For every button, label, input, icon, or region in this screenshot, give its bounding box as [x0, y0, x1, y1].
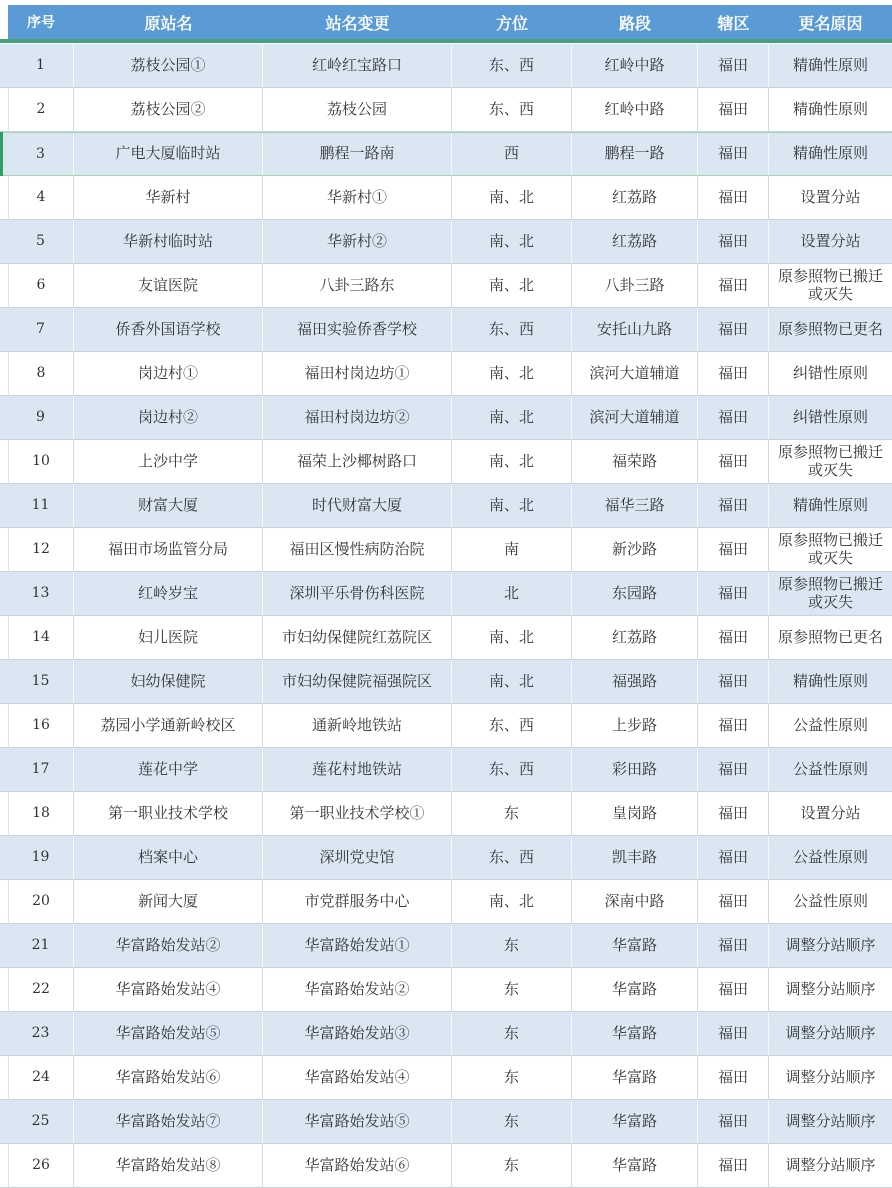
- cell-district: 福田: [698, 748, 769, 791]
- row-left-bleed: [0, 1100, 8, 1143]
- cell-reason: 设置分站: [800, 231, 861, 250]
- cell-road: 华富路: [572, 1012, 698, 1055]
- cell-no: 21: [8, 924, 74, 967]
- table-row: [0, 572, 892, 616]
- cell-original-name: 莲花中学: [74, 748, 263, 791]
- cell-road: 华富路: [572, 968, 698, 1011]
- cell-original-name: 友谊医院: [74, 264, 263, 307]
- cell-district: 福田: [698, 704, 769, 747]
- cell-no: 4: [8, 176, 74, 219]
- cell-district: 福田: [698, 1056, 769, 1099]
- cell-reason: 原参照物已搬迁或灭失: [777, 575, 883, 611]
- cell-no: 16: [8, 704, 74, 747]
- row-left-bleed: [0, 352, 8, 395]
- row-left-bleed: [0, 528, 8, 571]
- cell-reason: 精确性原则: [792, 144, 868, 163]
- cell-district: 福田: [698, 836, 769, 879]
- cell-direction: 东、西: [452, 44, 572, 87]
- cell-original-name: 侨香外国语学校: [74, 308, 263, 351]
- cell-district: 福田: [698, 924, 769, 967]
- cell-no: 23: [8, 1012, 74, 1055]
- cell-district: 福田: [698, 880, 769, 923]
- row-left-bleed: [0, 924, 8, 967]
- cell-direction: 南、北: [452, 616, 572, 659]
- cell-road: 鹏程一路: [572, 133, 698, 175]
- table-row: [0, 1100, 892, 1144]
- header-cell-direction: 方位: [495, 13, 528, 33]
- cell-district: 福田: [698, 352, 769, 395]
- cell-reason: 公益性原则: [792, 847, 868, 866]
- cell-direction: 东: [452, 924, 572, 967]
- header-cell-renamed: 站名变更: [325, 13, 390, 33]
- cell-new-name: 福田村岗边坊①: [263, 352, 452, 395]
- cell-reason: 精确性原则: [792, 671, 868, 690]
- cell-new-name: 福荣上沙椰树路口: [263, 440, 452, 483]
- cell-reason: 原参照物已搬迁或灭失: [777, 267, 883, 303]
- cell-direction: 北: [452, 572, 572, 615]
- cell-district: 福田: [698, 792, 769, 835]
- table-row: [0, 220, 892, 264]
- cell-original-name: 华新村临时站: [74, 220, 263, 263]
- table-row: [0, 616, 892, 660]
- row-left-bleed: [0, 1056, 8, 1099]
- cell-original-name: 妇幼保健院: [74, 660, 263, 703]
- cell-road: 华富路: [572, 924, 698, 967]
- table-row: [0, 44, 892, 88]
- cell-direction: 南、北: [452, 440, 572, 483]
- cell-new-name: 华富路始发站⑥: [263, 1144, 452, 1187]
- table-row: [0, 440, 892, 484]
- row-left-bleed: [0, 616, 8, 659]
- cell-no: 18: [8, 792, 74, 835]
- cell-reason: 调整分站顺序: [785, 935, 876, 954]
- cell-no: 13: [8, 572, 74, 615]
- cell-no: 5: [8, 220, 74, 263]
- cell-direction: 东、西: [452, 88, 572, 131]
- cell-original-name: 荔枝公园②: [74, 88, 263, 131]
- cell-reason: 调整分站顺序: [785, 1023, 876, 1042]
- cell-new-name: 福田实验侨香学校: [263, 308, 452, 351]
- cell-district: 福田: [698, 572, 769, 615]
- table-row: [0, 880, 892, 924]
- cell-no: 3: [8, 133, 74, 175]
- cell-new-name: 荔枝公园: [263, 88, 452, 131]
- cell-direction: 南、北: [452, 660, 572, 703]
- cell-original-name: 华富路始发站⑤: [74, 1012, 263, 1055]
- cell-direction: 东、西: [452, 836, 572, 879]
- row-left-bleed: [0, 220, 8, 263]
- table-row: [0, 308, 892, 352]
- row-left-bleed: [0, 704, 8, 747]
- header-cell-district: 辖区: [717, 13, 750, 33]
- table-header-row: [0, 5, 892, 39]
- cell-original-name: 华新村: [74, 176, 263, 219]
- table-row: [0, 396, 892, 440]
- cell-district: 福田: [698, 484, 769, 527]
- cell-no: 24: [8, 1056, 74, 1099]
- cell-direction: 南、北: [452, 264, 572, 307]
- cell-original-name: 广电大厦临时站: [74, 133, 263, 175]
- cell-original-name: 岗边村①: [74, 352, 263, 395]
- cell-district: 福田: [698, 616, 769, 659]
- cell-no: 2: [8, 88, 74, 131]
- cell-road: 上步路: [572, 704, 698, 747]
- cell-new-name: 时代财富大厦: [263, 484, 452, 527]
- cell-district: 福田: [698, 1144, 769, 1187]
- cell-new-name: 市妇幼保健院红荔院区: [263, 616, 452, 659]
- cell-direction: 东: [452, 1056, 572, 1099]
- cell-road: 安托山九路: [572, 308, 698, 351]
- cell-road: 华富路: [572, 1056, 698, 1099]
- row-left-bleed: [0, 836, 8, 879]
- cell-reason: 调整分站顺序: [785, 1067, 876, 1086]
- row-left-bleed: [0, 484, 8, 527]
- cell-original-name: 上沙中学: [74, 440, 263, 483]
- table-row: [0, 1012, 892, 1056]
- row-left-bleed: [0, 44, 8, 87]
- cell-no: 9: [8, 396, 74, 439]
- table-row: [0, 352, 892, 396]
- cell-reason: 原参照物已更名: [777, 319, 883, 338]
- table-row: [0, 704, 892, 748]
- cell-reason: 调整分站顺序: [785, 1155, 876, 1174]
- cell-new-name: 福田村岗边坊②: [263, 396, 452, 439]
- cell-reason: 纠错性原则: [792, 407, 868, 426]
- cell-no: 25: [8, 1100, 74, 1143]
- cell-district: 福田: [698, 968, 769, 1011]
- cell-reason: 精确性原则: [792, 99, 868, 118]
- row-left-bleed: [0, 264, 8, 307]
- cell-direction: 西: [452, 133, 572, 175]
- cell-reason: 精确性原则: [792, 55, 868, 74]
- cell-original-name: 华富路始发站②: [74, 924, 263, 967]
- row-left-bleed: [0, 308, 8, 351]
- cell-reason: 调整分站顺序: [785, 1111, 876, 1130]
- cell-direction: 东、西: [452, 704, 572, 747]
- table-row: [0, 176, 892, 220]
- table-row: [0, 132, 892, 176]
- cell-district: 福田: [698, 1012, 769, 1055]
- cell-original-name: 华富路始发站⑥: [74, 1056, 263, 1099]
- cell-direction: 南、北: [452, 352, 572, 395]
- header-cell-road: 路段: [618, 13, 651, 33]
- cell-original-name: 财富大厦: [74, 484, 263, 527]
- table-body: [0, 44, 892, 1188]
- cell-reason: 设置分站: [800, 803, 861, 822]
- left-margin: [0, 5, 8, 39]
- cell-road: 东园路: [572, 572, 698, 615]
- cell-road: 红岭中路: [572, 44, 698, 87]
- cell-district: 福田: [698, 1100, 769, 1143]
- cell-new-name: 深圳党史馆: [263, 836, 452, 879]
- cell-direction: 东、西: [452, 308, 572, 351]
- cell-new-name: 华新村①: [263, 176, 452, 219]
- cell-original-name: 第一职业技术学校: [74, 792, 263, 835]
- cell-no: 7: [8, 308, 74, 351]
- row-left-bleed: [0, 572, 8, 615]
- cell-new-name: 通新岭地铁站: [263, 704, 452, 747]
- cell-new-name: 华富路始发站①: [263, 924, 452, 967]
- cell-original-name: 荔园小学通新岭校区: [74, 704, 263, 747]
- table-row: [0, 1144, 892, 1188]
- cell-road: 八卦三路: [572, 264, 698, 307]
- cell-new-name: 深圳平乐骨伤科医院: [263, 572, 452, 615]
- cell-reason: 精确性原则: [792, 495, 868, 514]
- cell-new-name: 华富路始发站②: [263, 968, 452, 1011]
- cell-original-name: 档案中心: [74, 836, 263, 879]
- cell-original-name: 荔枝公园①: [74, 44, 263, 87]
- cell-direction: 南、北: [452, 176, 572, 219]
- header-cell-original: 原站名: [144, 13, 193, 33]
- table-row: [0, 968, 892, 1012]
- cell-original-name: 岗边村②: [74, 396, 263, 439]
- cell-road: 福强路: [572, 660, 698, 703]
- cell-road: 福荣路: [572, 440, 698, 483]
- cell-road: 滨河大道辅道: [572, 396, 698, 439]
- cell-district: 福田: [698, 133, 769, 175]
- cell-road: 红荔路: [572, 220, 698, 263]
- cell-original-name: 新闻大厦: [74, 880, 263, 923]
- cell-district: 福田: [698, 220, 769, 263]
- cell-no: 10: [8, 440, 74, 483]
- cell-direction: 南、北: [452, 396, 572, 439]
- table-row: [0, 792, 892, 836]
- cell-district: 福田: [698, 264, 769, 307]
- row-left-bleed: [0, 880, 8, 923]
- cell-district: 福田: [698, 308, 769, 351]
- cell-original-name: 华富路始发站⑧: [74, 1144, 263, 1187]
- cell-new-name: 华富路始发站⑤: [263, 1100, 452, 1143]
- cell-reason: 纠错性原则: [792, 363, 868, 382]
- header-cell-no: 序号: [27, 15, 55, 31]
- table-row: [0, 88, 892, 132]
- cell-district: 福田: [698, 176, 769, 219]
- cell-direction: 东、西: [452, 748, 572, 791]
- cell-original-name: 福田市场监管分局: [74, 528, 263, 571]
- row-left-bleed: [0, 748, 8, 791]
- cell-new-name: 第一职业技术学校①: [263, 792, 452, 835]
- cell-district: 福田: [698, 528, 769, 571]
- cell-new-name: 福田区慢性病防治院: [263, 528, 452, 571]
- cell-new-name: 华新村②: [263, 220, 452, 263]
- row-left-bleed: [0, 133, 8, 175]
- table-row: [0, 660, 892, 704]
- cell-district: 福田: [698, 44, 769, 87]
- cell-direction: 南、北: [452, 220, 572, 263]
- table-row: [0, 264, 892, 308]
- table-header: [8, 5, 892, 39]
- cell-original-name: 华富路始发站⑦: [74, 1100, 263, 1143]
- table-row: [0, 528, 892, 572]
- cell-no: 17: [8, 748, 74, 791]
- cell-road: 华富路: [572, 1100, 698, 1143]
- cell-direction: 东: [452, 1012, 572, 1055]
- cell-new-name: 华富路始发站④: [263, 1056, 452, 1099]
- cell-new-name: 市妇幼保健院福强院区: [263, 660, 452, 703]
- cell-district: 福田: [698, 440, 769, 483]
- cell-reason: 公益性原则: [792, 891, 868, 910]
- row-left-bleed: [0, 440, 8, 483]
- cell-road: 凯丰路: [572, 836, 698, 879]
- cell-road: 红岭中路: [572, 88, 698, 131]
- cell-direction: 东: [452, 792, 572, 835]
- cell-new-name: 八卦三路东: [263, 264, 452, 307]
- cell-no: 20: [8, 880, 74, 923]
- cell-direction: 东: [452, 1144, 572, 1187]
- cell-direction: 东: [452, 1100, 572, 1143]
- cell-road: 深南中路: [572, 880, 698, 923]
- row-left-bleed: [0, 396, 8, 439]
- cell-road: 福华三路: [572, 484, 698, 527]
- row-left-bleed: [0, 1012, 8, 1055]
- cell-new-name: 华富路始发站③: [263, 1012, 452, 1055]
- table-row: [0, 1056, 892, 1100]
- cell-reason: 设置分站: [800, 187, 861, 206]
- cell-new-name: 红岭红宝路口: [263, 44, 452, 87]
- cell-new-name: 鹏程一路南: [263, 133, 452, 175]
- cell-no: 19: [8, 836, 74, 879]
- cell-district: 福田: [698, 88, 769, 131]
- row-left-bleed: [0, 88, 8, 131]
- table-row: [0, 836, 892, 880]
- cell-road: 彩田路: [572, 748, 698, 791]
- cell-district: 福田: [698, 660, 769, 703]
- cell-no: 11: [8, 484, 74, 527]
- table-row: [0, 484, 892, 528]
- cell-direction: 东: [452, 968, 572, 1011]
- cell-no: 22: [8, 968, 74, 1011]
- cell-reason: 原参照物已搬迁或灭失: [777, 443, 883, 479]
- row-left-bleed: [0, 968, 8, 1011]
- cell-no: 26: [8, 1144, 74, 1187]
- cell-direction: 南: [452, 528, 572, 571]
- cell-no: 1: [8, 44, 74, 87]
- table-row: [0, 924, 892, 968]
- cell-no: 14: [8, 616, 74, 659]
- cell-direction: 南、北: [452, 484, 572, 527]
- cell-no: 15: [8, 660, 74, 703]
- row-left-bleed: [0, 660, 8, 703]
- cell-reason: 原参照物已更名: [777, 627, 883, 646]
- cell-no: 8: [8, 352, 74, 395]
- cell-reason: 公益性原则: [792, 715, 868, 734]
- cell-new-name: 莲花村地铁站: [263, 748, 452, 791]
- cell-direction: 南、北: [452, 880, 572, 923]
- cell-road: 皇岗路: [572, 792, 698, 835]
- cell-new-name: 市党群服务中心: [263, 880, 452, 923]
- table-row: [0, 748, 892, 792]
- cell-no: 6: [8, 264, 74, 307]
- cell-original-name: 妇儿医院: [74, 616, 263, 659]
- cell-reason: 原参照物已搬迁或灭失: [777, 531, 883, 567]
- cell-original-name: 华富路始发站④: [74, 968, 263, 1011]
- cell-district: 福田: [698, 396, 769, 439]
- cell-road: 红荔路: [572, 176, 698, 219]
- row-left-bleed: [0, 1144, 8, 1187]
- cell-reason: 公益性原则: [792, 759, 868, 778]
- row-left-bleed: [0, 176, 8, 219]
- cell-road: 华富路: [572, 1144, 698, 1187]
- cell-reason: 调整分站顺序: [785, 979, 876, 998]
- cell-no: 12: [8, 528, 74, 571]
- cell-original-name: 红岭岁宝: [74, 572, 263, 615]
- cell-road: 红荔路: [572, 616, 698, 659]
- header-cell-reason: 更名原因: [798, 13, 863, 33]
- cell-road: 新沙路: [572, 528, 698, 571]
- row-left-bleed: [0, 792, 8, 835]
- cell-road: 滨河大道辅道: [572, 352, 698, 395]
